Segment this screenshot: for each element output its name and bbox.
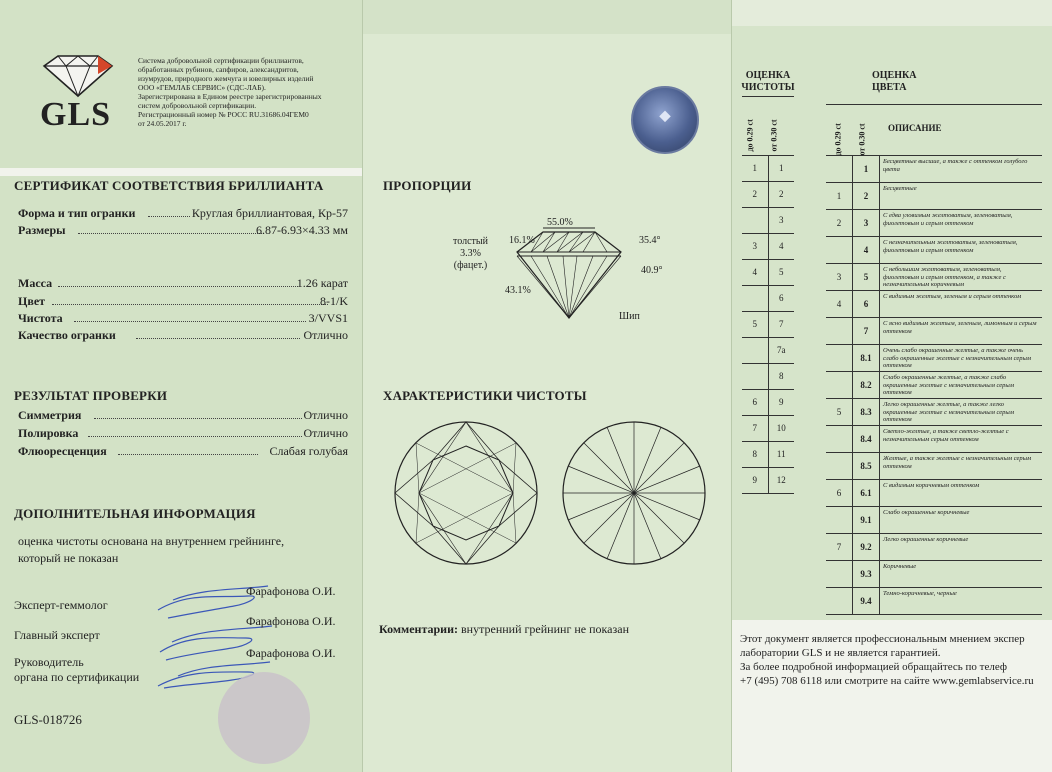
result-row: Флюоресценция Слабая голубая: [18, 444, 348, 458]
clarity-grade-b: 10: [776, 423, 786, 433]
clarity-grade-row: [742, 156, 794, 182]
clarity-grade-b: 3: [779, 215, 784, 225]
color-grade-b: 2: [853, 183, 880, 209]
signer-name-1: Фарафонова О.И.: [246, 584, 336, 598]
clarity-grade-row: [742, 208, 794, 234]
color-grade-row: [826, 426, 1042, 453]
comments: Комментарии: внутренний грейнинг не показан: [379, 622, 629, 636]
signer-role-2: Главный эксперт: [14, 628, 100, 642]
color-grade-description: Желтые, а также желтые с незначительным серым оттенком: [883, 455, 1032, 470]
clarity-grade-heading: ОЦЕНКА ЧИСТОТЫ: [741, 70, 795, 93]
clarity-grade-a: 7: [742, 416, 769, 441]
color-grade-a: [826, 372, 853, 398]
color-grade-a: [826, 507, 853, 533]
color-grade-b: 9.1: [853, 507, 880, 533]
color-grade-b: 6.1: [853, 480, 880, 506]
clarity-grade-row: [742, 364, 794, 390]
color-grade-row: [826, 372, 1042, 399]
result-row: Симметрия Отлично: [18, 408, 348, 422]
clarity-grade-row: [742, 468, 794, 494]
stamp-circle: [218, 672, 310, 764]
color-grade-b: 7: [853, 318, 880, 344]
color-grade-a: [826, 318, 853, 344]
color-grade-heading: ОЦЕНКА ЦВЕТА: [872, 70, 917, 93]
proportions-title: ПРОПОРЦИИ: [383, 178, 472, 193]
certificate-number: GLS-018726: [14, 712, 82, 727]
clarity-grade-a: [742, 338, 769, 363]
color-grade-b: 9.2: [853, 534, 880, 560]
color-grade-row: [826, 345, 1042, 372]
hologram-logo-icon: ◆: [659, 109, 671, 124]
clarity-grade-a: 1: [742, 156, 769, 181]
clarity-grade-a: [742, 364, 769, 389]
color-grade-description: Бесцветные высшие, а также с оттенком голубого цвета: [883, 158, 1028, 173]
clarity-grade-a: 4: [742, 260, 769, 285]
color-grade-a: 3: [826, 264, 853, 290]
extra-info-title: ДОПОЛНИТЕЛЬНАЯ ИНФОРМАЦИЯ: [14, 506, 256, 521]
prop-row: Размеры 6.87-6.93×4.33 мм: [18, 223, 348, 237]
certificate-title: СЕРТИФИКАТ СООТВЕТСТВИЯ БРИЛЛИАНТА: [14, 178, 324, 193]
color-grade-row: [826, 183, 1042, 210]
certification-intro: Система добровольной сертификации бриллиантов, обработанных рубинов, сапфиров, александритов, изумрудов, природного жемчуга и ювелирных изделий ООО «ГЕМЛАБ СЕРВИС» (СДС-ЛАБ). Зарегистрирована в Едином реестре зарегистрированных систем добровольной сертификации. Регистрационный номер № РОСС RU.31686.04ГЕМ0 от 24.05.2017 г.: [138, 56, 322, 128]
color-grade-b: 8.1: [853, 345, 880, 371]
color-grade-a: [826, 561, 853, 587]
clarity-grade-b: 2: [779, 189, 784, 199]
clarity-grade-b: 6: [779, 293, 784, 303]
color-grade-row: [826, 561, 1042, 588]
signer-role-1: Эксперт-геммолог: [14, 598, 108, 612]
color-grade-row: [826, 318, 1042, 345]
color-grade-b: 1: [853, 156, 880, 182]
color-grade-description: Слабо окрашенные коричневые: [883, 509, 970, 516]
clarity-grade-b: 11: [776, 449, 786, 459]
color-grade-description: Очень слабо окрашенные желтые, а также очень слабо окрашенные желтые с незначительным серым оттенком: [883, 347, 1032, 369]
color-grade-description: С небольшим желтоватым, зеленоватым, фиолетовым и серым оттенком, а также с незначительным коричневым: [883, 266, 1006, 288]
color-grade-description: С незначительным желтоватым, зеленоватым, фиолетовым и серым оттенком: [883, 239, 1018, 254]
color-grade-description: Легко окрашенные коричневые: [883, 536, 969, 543]
girdle-label: толстый 3.3% (фацет.): [453, 236, 488, 271]
color-grade-a: 7: [826, 534, 853, 560]
color-grade-description: С едва уловимым желтоватым, зеленоватым, фиолетовым и серым оттенком: [883, 212, 1013, 227]
clarity-grade-row: [742, 338, 794, 364]
clarity-grade-a: [742, 208, 769, 233]
clarity-grade-b: 1: [779, 163, 784, 173]
clarity-grade-a: 8: [742, 442, 769, 467]
clarity-grade-b: 4: [779, 241, 784, 251]
color-grade-row: [826, 237, 1042, 264]
crown-angle: 35.4°: [639, 235, 661, 246]
clarity-grade-row: [742, 182, 794, 208]
color-grade-b: 9.4: [853, 588, 880, 614]
color-grade-description: Легко окрашенные желтые, а также легко окрашенные желтые с незначительным серым оттенком: [883, 401, 1014, 423]
culet-label: Шип: [619, 311, 640, 322]
clarity-grade-row: [742, 416, 794, 442]
clarity-grade-a: 6: [742, 390, 769, 415]
color-grade-row: [826, 507, 1042, 534]
color-grade-description: Коричневые: [883, 563, 917, 570]
prop-row: Цвет 8-1/K: [18, 294, 348, 308]
color-grade-a: [826, 588, 853, 614]
color-grade-description: Темно-коричневые, черные: [883, 590, 957, 597]
prop-row: Форма и тип огранки Круглая бриллиантовая, Кр-57: [18, 206, 348, 220]
color-grade-description: Слабо окрашенные желтые, а также слабо окрашенные желтые с незначительным серым оттенком: [883, 374, 1014, 396]
color-grade-row: [826, 588, 1042, 615]
color-grade-b: 6: [853, 291, 880, 317]
color-grade-a: [826, 345, 853, 371]
color-grade-table: до 0.29 ct от 0.30 ct ОПИСАНИЕ 1 Бесцветные высшие, а также с оттенком голубого цвета 1 2 Бесцветные 2 3 С едва уловимым желтоватым, зеленоватым, фиолетовым и серым оттенком 4 С незначительным желтоватым, зеленоватым, фиолетовым и серым оттенком 3 5 С небольшим желтоватым, зеленоватым, фиолетовым и серым оттенком, а также с незначительным коричневым 4 6 С видимым желтым, зеленым и серым оттенком 7 С ясно видимым желтым, зеленым, лимонным и серым оттенком 8.1 Очень слабо окрашенные желтые, а также очень слабо окрашенные желтые с незначительным серым оттенком 8.2 Слабо окрашенные желтые, а также слабо окрашенные желтые с незначительным серым оттенком 5 8.3 Легко окрашенные желтые, а также легко окрашенные желтые с незначительным серым оттенком 8.4 Светло-желтые, а также светло-желтые с незначительным серым оттенком 8.5 Желтые, а также желтые с незначительным серым оттенком 6 6.1 С видимым коричневым оттенком 9.1 Слабо окрашенные коричневые 7 9.2 Легко окрашенные коричневые 9.3 Коричневые 9.4 Темно-коричневые, черные: [826, 104, 1042, 615]
disclaimer: Этот документ является профессиональным мнением экспер лаборатории GLS и не является гарантией. За более подробной информацией обращайтесь по телеф +7 (495) 708 6118 или смотрите на сайте www.gemlabservice.ru: [740, 633, 1034, 687]
color-grade-row: [826, 399, 1042, 426]
color-grade-row: [826, 156, 1042, 183]
clarity-grade-a: 5: [742, 312, 769, 337]
color-grade-a: [826, 237, 853, 263]
color-grade-a: [826, 426, 853, 452]
color-grade-a: 2: [826, 210, 853, 236]
color-grade-a: 4: [826, 291, 853, 317]
color-grade-row: [826, 210, 1042, 237]
color-grade-b: 8.5: [853, 453, 880, 479]
logo-text: GLS: [40, 96, 112, 133]
clarity-grade-row: [742, 234, 794, 260]
clarity-grade-row: [742, 390, 794, 416]
color-grade-description: Светло-желтые, а также светло-желтые с незначительным серым оттенком: [883, 428, 1009, 443]
grades-panel: [732, 0, 1052, 772]
diamond-logo-icon: [36, 52, 120, 98]
prop-row: Качество огранки Отлично: [18, 328, 348, 342]
clarity-grade-row: [742, 442, 794, 468]
proportions-panel: [362, 0, 732, 772]
color-grade-a: 5: [826, 399, 853, 425]
color-grade-b: 9.3: [853, 561, 880, 587]
clarity-grade-a: 9: [742, 468, 769, 493]
prop-row: Чистота 3/VVS1: [18, 311, 348, 325]
color-grade-a: [826, 453, 853, 479]
clarity-grade-b: 8: [779, 371, 784, 381]
hologram-seal: [631, 86, 699, 154]
signer-name-3: Фарафонова О.И.: [246, 646, 336, 660]
clarity-grade-b: 7: [779, 319, 784, 329]
clarity-grade-b: 12: [776, 475, 786, 485]
color-grade-b: 8.2: [853, 372, 880, 398]
clarity-characteristics-title: ХАРАКТЕРИСТИКИ ЧИСТОТЫ: [383, 388, 587, 403]
clarity-grade-a: 3: [742, 234, 769, 259]
color-grade-row: [826, 264, 1042, 291]
pavilion-angle: 40.9°: [641, 265, 663, 276]
signer-role-3: Руководитель органа по сертификации: [14, 655, 140, 684]
result-title: РЕЗУЛЬТАТ ПРОВЕРКИ: [14, 388, 168, 403]
clarity-grade-b: 9: [779, 397, 784, 407]
clarity-grade-b: 7a: [777, 345, 786, 355]
clarity-grade-row: [742, 286, 794, 312]
color-grade-a: 6: [826, 480, 853, 506]
color-grade-a: 1: [826, 183, 853, 209]
clarity-grade-row: [742, 260, 794, 286]
color-grade-b: 3: [853, 210, 880, 236]
color-grade-description: С ясно видимым желтым, зеленым, лимонным и серым оттенком: [883, 320, 1037, 335]
color-grade-b: 4: [853, 237, 880, 263]
clarity-grade-a: [742, 286, 769, 311]
color-grade-b: 8.3: [853, 399, 880, 425]
description-heading: ОПИСАНИЕ: [888, 123, 942, 133]
color-grade-description: С видимым коричневым оттенком: [883, 482, 980, 489]
clarity-grade-b: 5: [779, 267, 784, 277]
color-grade-description: С видимым желтым, зеленым и серым оттенком: [883, 293, 1022, 300]
result-row: Полировка Отлично: [18, 426, 348, 440]
diamond-bottom-view-diagram: [559, 418, 709, 568]
color-grade-b: 8.4: [853, 426, 880, 452]
prop-row: Масса 1.26 карат: [18, 276, 348, 290]
table-percent: 55.0%: [547, 217, 573, 228]
pavilion-depth: 43.1%: [505, 285, 531, 296]
clarity-grade-table: до 0.29 ct от 0.30 ct 1 1 2 2 3 3 4 4 5 6 5 7 7a 8 6 9 7 10 8 11 9 12: [742, 96, 794, 494]
clarity-grade-a: 2: [742, 182, 769, 207]
signer-name-2: Фарафонова О.И.: [246, 614, 336, 628]
crown-height: 16.1%: [509, 235, 535, 246]
diamond-top-view-diagram: [391, 418, 541, 568]
color-grade-row: [826, 291, 1042, 318]
extra-info-text: оценка чистоты основана на внутреннем грейнинге, который не показан: [18, 534, 285, 565]
color-grade-row: [826, 453, 1042, 480]
color-grade-row: [826, 534, 1042, 561]
color-grade-b: 5: [853, 264, 880, 290]
color-grade-a: [826, 156, 853, 182]
color-grade-row: [826, 480, 1042, 507]
certificate-panel: [0, 0, 362, 772]
clarity-grade-row: [742, 312, 794, 338]
color-grade-description: Бесцветные: [883, 185, 917, 192]
